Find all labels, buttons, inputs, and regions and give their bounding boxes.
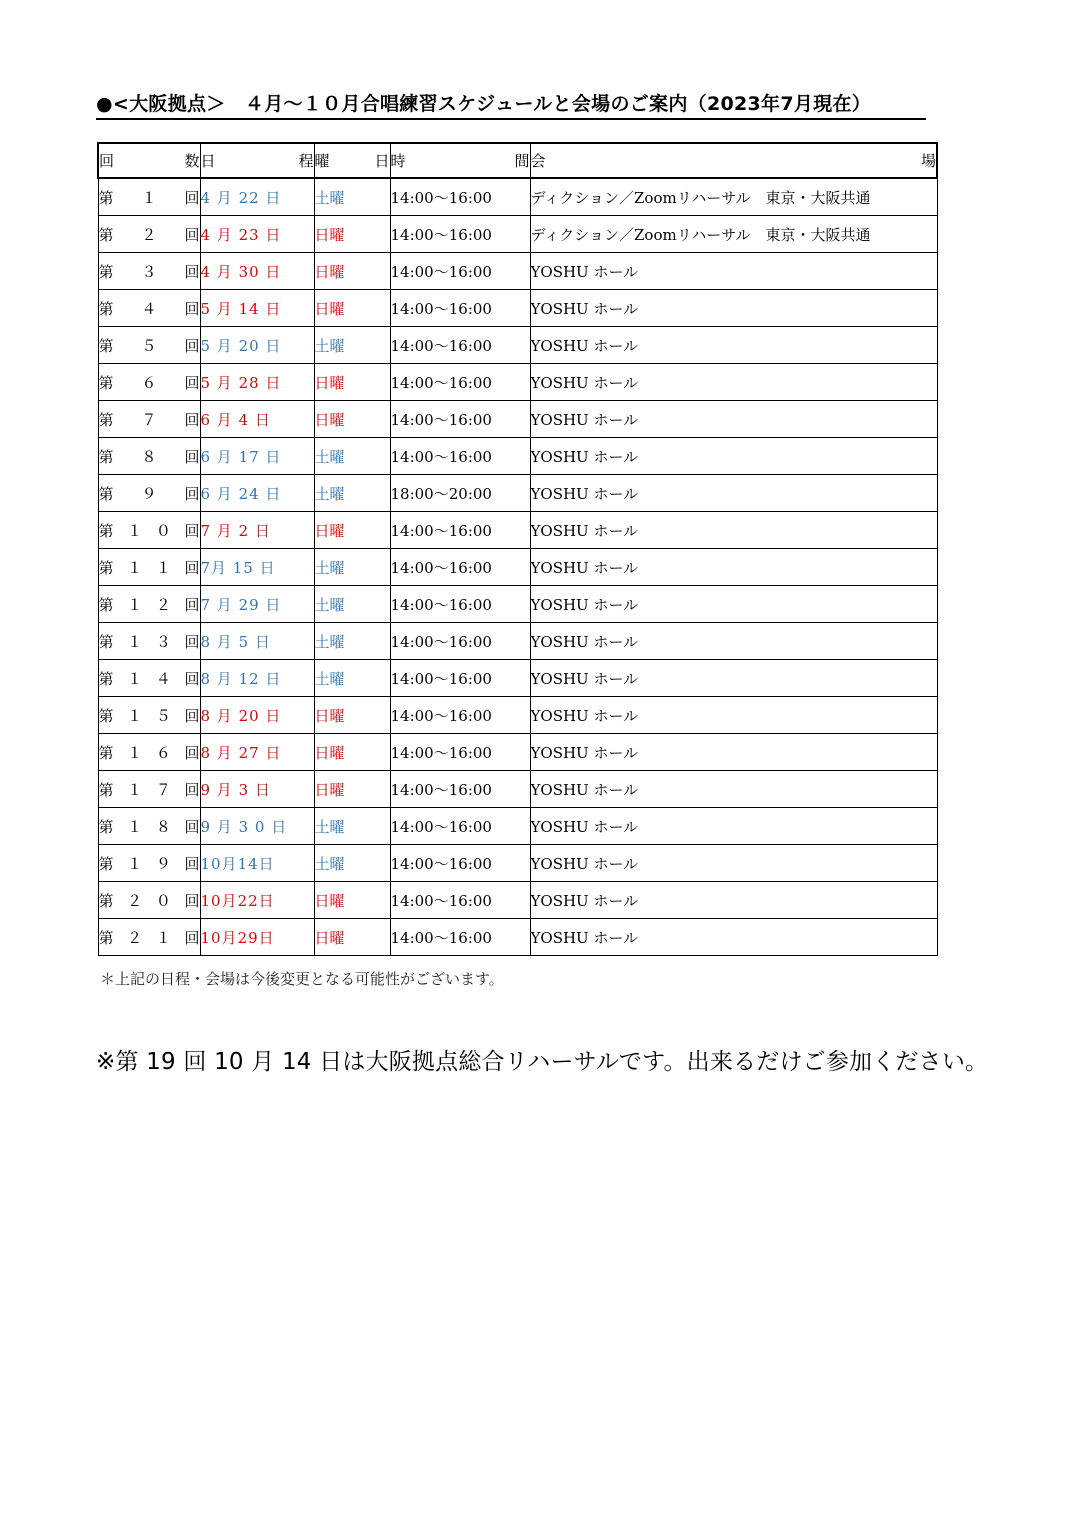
weekday-cell: 土曜: [314, 808, 390, 845]
venue-cell: YOSHU ホール: [530, 734, 937, 771]
date-cell: 7月 15 日: [200, 549, 314, 586]
date-cell: 6 月 24 日: [200, 475, 314, 512]
time-cell: 14:00～16:00: [390, 178, 530, 216]
venue-cell: YOSHU ホール: [530, 771, 937, 808]
round-cell: 第７回: [98, 401, 200, 438]
round-cell: 第５回: [98, 327, 200, 364]
page-title: ●<大阪拠点＞ ４月～１０月合唱練習スケジュールと会場のご案内（2023年7月現在）: [96, 92, 926, 120]
venue-cell: YOSHU ホール: [530, 253, 937, 290]
time-cell: 14:00～16:00: [390, 549, 530, 586]
round-cell: 第１１回: [98, 549, 200, 586]
header-date: 日程: [200, 143, 314, 178]
date-cell: 8 月 27 日: [200, 734, 314, 771]
table-row: [98, 475, 937, 512]
weekday-cell: 日曜: [314, 364, 390, 401]
time-cell: 14:00～16:00: [390, 512, 530, 549]
date-cell: 8 月 5 日: [200, 623, 314, 660]
date-cell: 8 月 20 日: [200, 697, 314, 734]
date-cell: 4 月 30 日: [200, 253, 314, 290]
weekday-cell: 土曜: [314, 438, 390, 475]
round-cell: 第１４回: [98, 660, 200, 697]
time-cell: 14:00～16:00: [390, 919, 530, 956]
table-row: [98, 660, 937, 697]
time-cell: 14:00～16:00: [390, 586, 530, 623]
venue-cell: YOSHU ホール: [530, 438, 937, 475]
time-cell: 14:00～16:00: [390, 734, 530, 771]
weekday-cell: 日曜: [314, 253, 390, 290]
time-cell: 14:00～16:00: [390, 216, 530, 253]
venue-cell: YOSHU ホール: [530, 919, 937, 956]
venue-cell: YOSHU ホール: [530, 808, 937, 845]
table-row: [98, 549, 937, 586]
date-cell: 10月22日: [200, 882, 314, 919]
venue-cell: ディクション／Zoomリハーサル 東京・大阪共通: [530, 178, 937, 216]
time-cell: 14:00～16:00: [390, 253, 530, 290]
time-cell: 18:00～20:00: [390, 475, 530, 512]
round-cell: 第１７回: [98, 771, 200, 808]
weekday-cell: 日曜: [314, 401, 390, 438]
time-cell: 14:00～16:00: [390, 623, 530, 660]
table-row: [98, 623, 937, 660]
table-row: [98, 845, 937, 882]
round-cell: 第１回: [98, 178, 200, 216]
venue-cell: YOSHU ホール: [530, 623, 937, 660]
date-cell: 5 月 28 日: [200, 364, 314, 401]
table-row: [98, 216, 937, 253]
footnote: ＊上記の日程・会場は今後変更となる可能性がございます。: [100, 970, 504, 988]
time-cell: 14:00～16:00: [390, 290, 530, 327]
table-row: [98, 771, 937, 808]
round-cell: 第４回: [98, 290, 200, 327]
schedule-table: [97, 142, 938, 956]
header-day: 曜日: [314, 143, 390, 178]
table-header-row: [98, 143, 937, 178]
round-cell: 第２１回: [98, 919, 200, 956]
table-row: [98, 327, 937, 364]
venue-cell: ディクション／Zoomリハーサル 東京・大阪共通: [530, 216, 937, 253]
date-cell: 9 月 3 日: [200, 771, 314, 808]
time-cell: 14:00～16:00: [390, 401, 530, 438]
venue-cell: YOSHU ホール: [530, 364, 937, 401]
weekday-cell: 日曜: [314, 697, 390, 734]
time-cell: 14:00～16:00: [390, 327, 530, 364]
weekday-cell: 土曜: [314, 327, 390, 364]
weekday-cell: 土曜: [314, 475, 390, 512]
time-cell: 14:00～16:00: [390, 364, 530, 401]
weekday-cell: 土曜: [314, 660, 390, 697]
time-cell: 14:00～16:00: [390, 808, 530, 845]
time-cell: 14:00～16:00: [390, 845, 530, 882]
date-cell: 10月14日: [200, 845, 314, 882]
header-round: 回数: [98, 143, 200, 178]
weekday-cell: 日曜: [314, 882, 390, 919]
venue-cell: YOSHU ホール: [530, 586, 937, 623]
round-cell: 第１９回: [98, 845, 200, 882]
header-time: 時間: [390, 143, 530, 178]
table-row: [98, 401, 937, 438]
weekday-cell: 土曜: [314, 623, 390, 660]
weekday-cell: 土曜: [314, 178, 390, 216]
date-cell: 7 月 29 日: [200, 586, 314, 623]
weekday-cell: 土曜: [314, 845, 390, 882]
round-cell: 第１５回: [98, 697, 200, 734]
date-cell: 5 月 20 日: [200, 327, 314, 364]
round-cell: 第１０回: [98, 512, 200, 549]
venue-cell: YOSHU ホール: [530, 512, 937, 549]
venue-cell: YOSHU ホール: [530, 327, 937, 364]
date-cell: 4 月 22 日: [200, 178, 314, 216]
table-row: [98, 364, 937, 401]
round-cell: 第６回: [98, 364, 200, 401]
weekday-cell: 日曜: [314, 512, 390, 549]
table-row: [98, 808, 937, 845]
venue-cell: YOSHU ホール: [530, 845, 937, 882]
table-row: [98, 512, 937, 549]
date-cell: 5 月 14 日: [200, 290, 314, 327]
table-row: [98, 178, 937, 216]
weekday-cell: 土曜: [314, 549, 390, 586]
time-cell: 14:00～16:00: [390, 438, 530, 475]
date-cell: 6 月 17 日: [200, 438, 314, 475]
date-cell: 7 月 2 日: [200, 512, 314, 549]
time-cell: 14:00～16:00: [390, 771, 530, 808]
round-cell: 第２回: [98, 216, 200, 253]
weekday-cell: 日曜: [314, 290, 390, 327]
rehearsal-notice: ※第 19 回 10 月 14 日は大阪拠点総合リハーサルです。出来るだけご参加ください。: [96, 1049, 989, 1075]
round-cell: 第１６回: [98, 734, 200, 771]
date-cell: 6 月 4 日: [200, 401, 314, 438]
date-cell: 10月29日: [200, 919, 314, 956]
weekday-cell: 日曜: [314, 919, 390, 956]
table-row: [98, 882, 937, 919]
table-row: [98, 438, 937, 475]
weekday-cell: 土曜: [314, 586, 390, 623]
round-cell: 第８回: [98, 438, 200, 475]
venue-cell: YOSHU ホール: [530, 697, 937, 734]
venue-cell: YOSHU ホール: [530, 660, 937, 697]
round-cell: 第１２回: [98, 586, 200, 623]
date-cell: 4 月 23 日: [200, 216, 314, 253]
venue-cell: YOSHU ホール: [530, 401, 937, 438]
table-row: [98, 253, 937, 290]
venue-cell: YOSHU ホール: [530, 475, 937, 512]
date-cell: 8 月 12 日: [200, 660, 314, 697]
time-cell: 14:00～16:00: [390, 882, 530, 919]
time-cell: 14:00～16:00: [390, 697, 530, 734]
round-cell: 第１８回: [98, 808, 200, 845]
weekday-cell: 日曜: [314, 216, 390, 253]
table-row: [98, 919, 937, 956]
table-row: [98, 734, 937, 771]
date-cell: 9 月 3 0 日: [200, 808, 314, 845]
weekday-cell: 日曜: [314, 734, 390, 771]
round-cell: 第９回: [98, 475, 200, 512]
header-venue: 会場: [530, 143, 937, 178]
weekday-cell: 日曜: [314, 771, 390, 808]
table-row: [98, 697, 937, 734]
venue-cell: YOSHU ホール: [530, 290, 937, 327]
time-cell: 14:00～16:00: [390, 660, 530, 697]
venue-cell: YOSHU ホール: [530, 882, 937, 919]
table-row: [98, 290, 937, 327]
round-cell: 第２０回: [98, 882, 200, 919]
round-cell: 第１３回: [98, 623, 200, 660]
venue-cell: YOSHU ホール: [530, 549, 937, 586]
round-cell: 第３回: [98, 253, 200, 290]
table-row: [98, 586, 937, 623]
